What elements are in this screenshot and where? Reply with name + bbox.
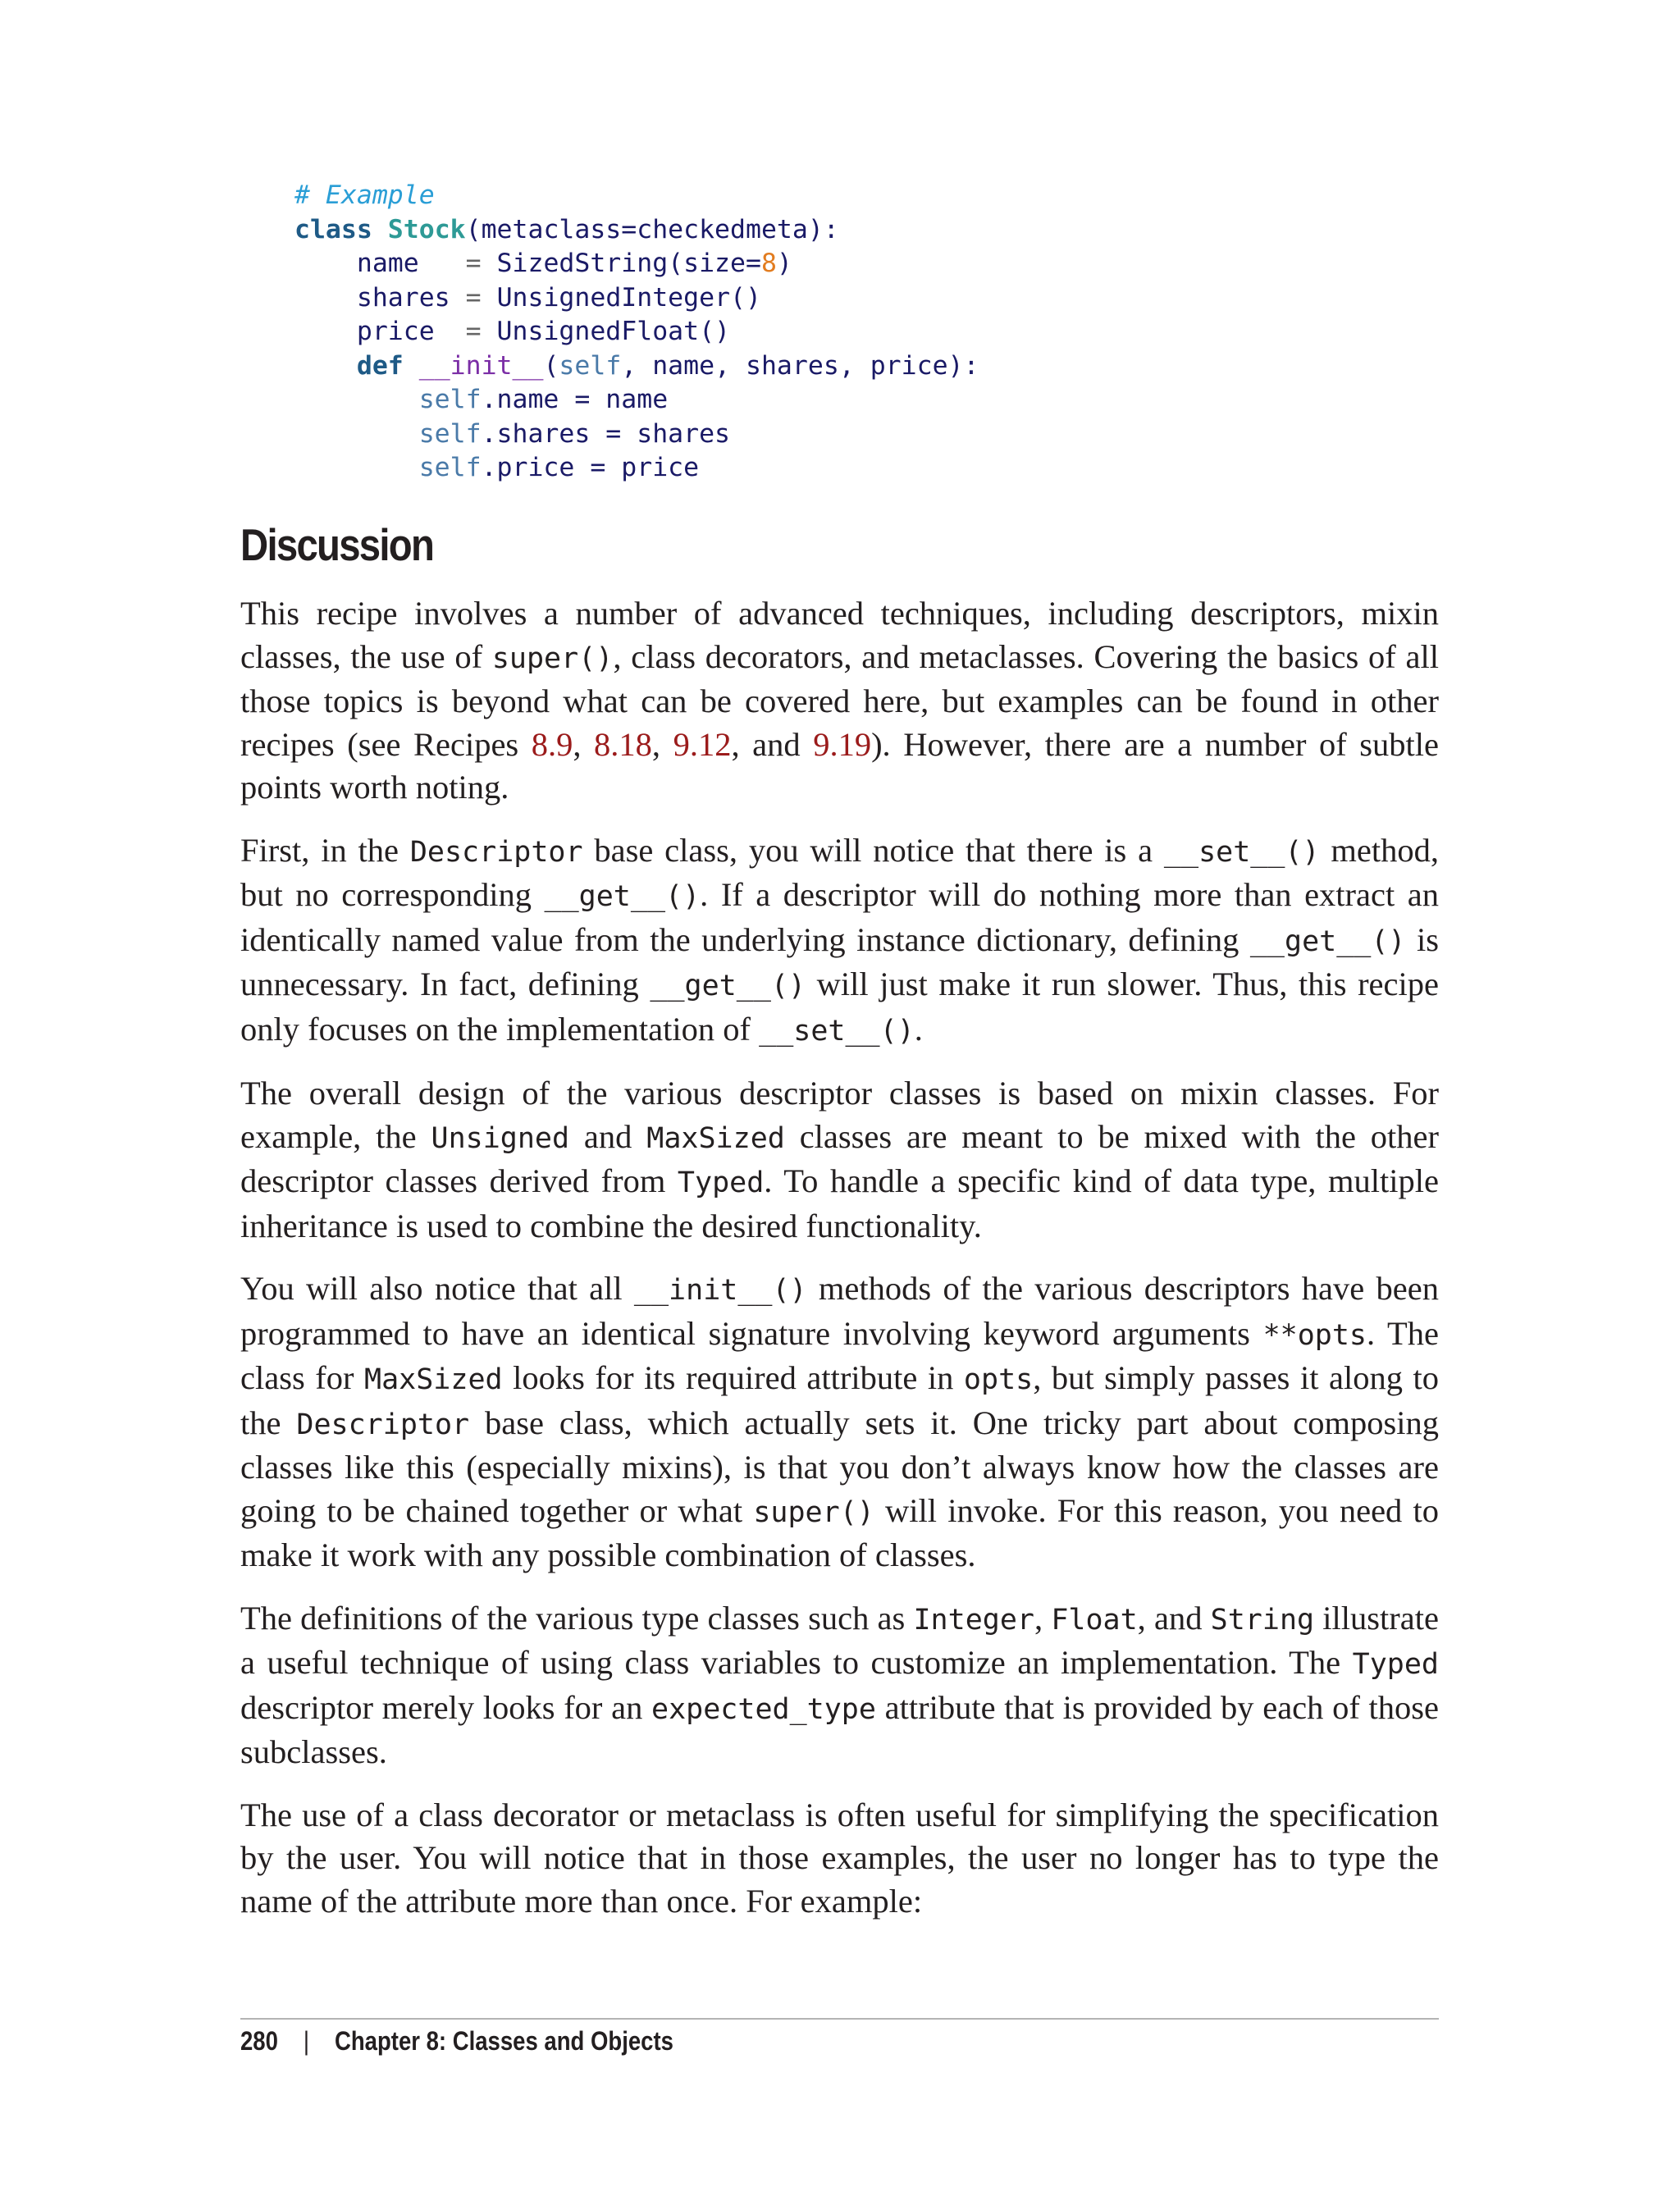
recipe-link[interactable]: 9.19 (813, 725, 872, 763)
code-op: = (450, 282, 497, 313)
code-op: = (434, 317, 497, 346)
code-self: self (418, 418, 482, 449)
inline-code: Descriptor (409, 835, 583, 869)
code-attr: name (356, 249, 419, 278)
text: descriptor merely looks for an (240, 1688, 652, 1726)
inline-code: __init__() (633, 1274, 807, 1307)
text: This recipe involves a number of advanced techniques, including descriptors, mixin classes, the use of (240, 595, 1439, 675)
inline-code: __set__() (759, 1014, 915, 1048)
code-self: self (418, 385, 482, 414)
text: methods of the various descriptors have been programmed to have an identical signature involving keyword arguments (240, 1270, 1439, 1352)
inline-code: Unsigned (431, 1121, 570, 1155)
code-text: , name, shares, price): (621, 350, 979, 381)
code-attr: shares (356, 282, 450, 313)
code-line (294, 281, 979, 316)
text: , but simply passes it along to the (240, 1359, 1439, 1441)
text: method, but no corresponding (240, 831, 1440, 913)
text: You will also notice that all (240, 1270, 634, 1307)
inline-code: MaxSized (364, 1363, 503, 1396)
code-self: self (418, 453, 482, 482)
footer-separator: | (303, 2026, 310, 2056)
text: . The class for (240, 1314, 1439, 1396)
text: , and (1137, 1599, 1211, 1637)
inline-code: expected_type (651, 1692, 876, 1726)
inline-code: Typed (677, 1166, 765, 1199)
code-text: ( (543, 350, 559, 381)
recipe-link[interactable]: 9.12 (673, 725, 732, 763)
text: The definitions of the various type classes such as (240, 1599, 914, 1637)
text: base class, you will notice that there is a (582, 831, 1164, 869)
inline-code: super() (753, 1495, 874, 1529)
chapter-title: Chapter 8: Classes and Objects (334, 2026, 673, 2056)
paragraph-4 (240, 1267, 1439, 1577)
inline-code: __get__() (1249, 924, 1406, 958)
code-line (294, 247, 979, 281)
text: , (1034, 1599, 1052, 1637)
text: ). However, there are a number of subtle points worth noting. (240, 725, 1440, 806)
text: classes are meant to be mixed with the other descriptor classes derived from (240, 1117, 1440, 1199)
code-comment: # Example (294, 180, 435, 210)
code-text: SizedString(size= (496, 249, 761, 278)
page-footer (240, 2026, 673, 2057)
code-text: ) (776, 249, 792, 278)
text: , and (731, 725, 814, 763)
text: , (651, 725, 673, 763)
inline-code: __set__() (1163, 835, 1320, 869)
section-heading: Discussion (240, 519, 434, 570)
text: is unnecessary. In fact, defining (240, 920, 1439, 1002)
inline-code: Float (1051, 1603, 1138, 1637)
code-text: .name = name (481, 385, 669, 414)
recipe-link[interactable]: 8.18 (594, 725, 652, 763)
code-number: 8 (760, 249, 777, 278)
code-text: UnsignedInteger() (496, 282, 761, 313)
code-line (294, 451, 979, 486)
text: The use of a class decorator or metaclass is often useful for simplifying the specification by the user. You will notice that in those examples, the user no longer has to type the name of the attribute more than once. For example: (240, 1796, 1439, 1920)
text: and (569, 1117, 647, 1155)
page-number: 280 (240, 2026, 278, 2056)
text: looks for its required attribute in (502, 1359, 964, 1396)
code-text: UnsignedFloat() (496, 317, 731, 346)
text: will invoke. For this reason, you need to make it work with any possible combination of classes. (240, 1491, 1439, 1573)
code-text: .price = price (481, 453, 700, 482)
text: base class, which actually sets it. One tricky part about composing classes like this (especially mixins), is that you don’t always know how the classes are going to be chained together or what (240, 1404, 1439, 1529)
inline-code: super() (491, 641, 614, 675)
paragraph-1 (240, 592, 1439, 810)
paragraph-5 (240, 1597, 1439, 1774)
text: will just make it run slower. Thus, this recipe only focuses on the implementation of (240, 966, 1439, 1048)
text: . To handle a specific kind of data type, multiple inheritance is used to combine the desired functionality. (240, 1162, 1439, 1244)
code-op: = (418, 249, 497, 278)
inline-code: MaxSized (646, 1121, 785, 1155)
code-function-name: __init__ (418, 350, 544, 381)
paragraph-6 (240, 1794, 1439, 1924)
inline-code: Typed (1352, 1648, 1439, 1681)
inline-code: String (1210, 1603, 1315, 1637)
inline-code: __get__() (544, 880, 701, 913)
inline-code: **opts (1262, 1318, 1367, 1352)
inline-code: Integer (913, 1603, 1034, 1637)
code-line (294, 179, 979, 213)
recipe-link[interactable]: 8.9 (531, 725, 573, 763)
code-attr: price (356, 317, 435, 346)
inline-code: opts (963, 1363, 1034, 1396)
body-text (240, 592, 1439, 1942)
text: . (914, 1010, 923, 1048)
paragraph-2 (240, 829, 1439, 1053)
text: . If a descriptor will do nothing more than extract an identically named value from the underlying instance dictionary, defining (240, 876, 1439, 958)
code-keyword: class (294, 214, 372, 244)
code-line (294, 349, 979, 384)
text: attribute that is provided by each of those subclasses. (240, 1688, 1439, 1770)
text: illustrate a useful technique of using class variables to customize an implementation. The (240, 1599, 1439, 1681)
paragraph-3 (240, 1072, 1439, 1248)
text: , class decorators, and metaclasses. Covering the basics of all those topics is beyond what can be covered here, but examples can be found in other recipes (see Recipes (240, 637, 1439, 763)
footer-divider (240, 2018, 1439, 2020)
text: The overall design of the various descriptor classes is based on mixin classes. For example, the (240, 1075, 1439, 1155)
code-line (294, 383, 979, 418)
code-line (294, 213, 979, 248)
code-self: self (559, 350, 622, 381)
code-block (294, 179, 979, 486)
code-keyword: def (356, 350, 404, 381)
code-text: (metaclass=checkedmeta): (465, 214, 839, 244)
text: First, in the (240, 831, 410, 869)
code-line (294, 315, 979, 349)
code-class-name: Stock (387, 214, 466, 244)
inline-code: __get__() (650, 970, 806, 1002)
inline-code: Descriptor (296, 1408, 470, 1441)
code-text: .shares = shares (481, 418, 731, 449)
code-line (294, 418, 979, 452)
text: , (573, 725, 595, 763)
